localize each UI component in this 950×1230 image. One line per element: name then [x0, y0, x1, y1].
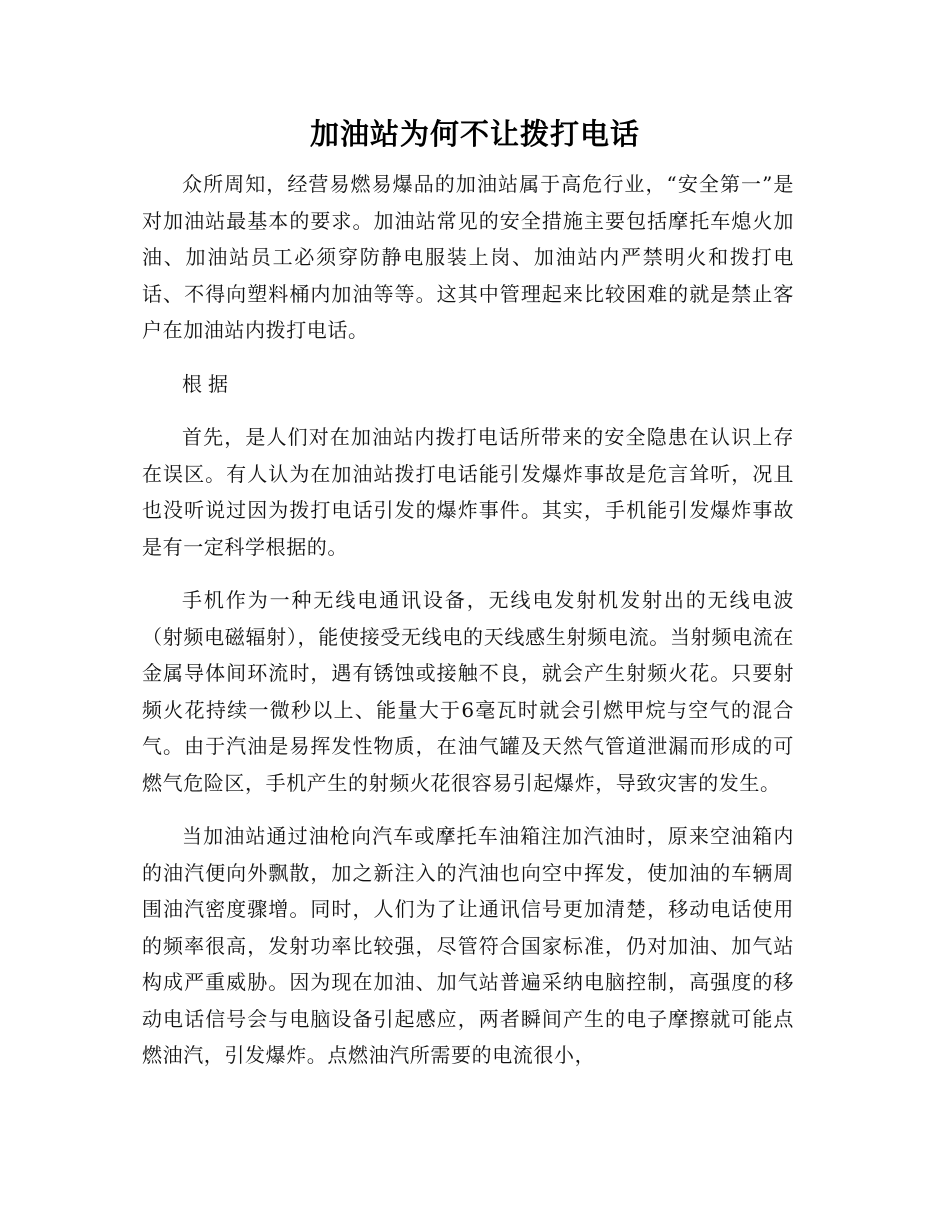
paragraph-rf-spark: 手机作为一种无线电通讯设备，无线电发射机发射出的无线电波（射频电磁辐射），能使接受无线电的天线感生射频电流。当射频电流在金属导体间环流时，遇有锈蚀或接触不良，就会产生射频火花。只要射频火花持续一微秒以上、能量大于6毫瓦时就会引燃甲烷与空气的混合气。由于汽油是易挥发性物质，在油气罐及天然气管道泄漏而形成的可燃气危险区，手机产生的射频火花很容易引起爆炸，导致灾害的发生。 — [142, 588, 794, 795]
paragraph-intro: 众所周知，经营易燃易爆品的加油站属于高危行业，“安全第一”是对加油站最基本的要求。加油站常见的安全措施主要包括摩托车熄火加油、加油站员工必须穿防静电服装上岗、加油站内严禁明火和拨打电话、不得向塑料桶内加油等等。这其中管理起来比较困难的就是禁止客户在加油站内拨打电话。 — [142, 172, 794, 342]
paragraph-fuel-vapor: 当加油站通过油枪向汽车或摩托车油箱注加汽油时，原来空油箱内的油汽便向外飘散，加之新注入的汽油也向空中挥发，使加油的车辆周围油汽密度骤增。同时，人们为了让通讯信号更加清楚，移动电话使用的频率很高，发射功率比较强，尽管符合国家标准，仍对加油、加气站构成严重威胁。因为现在加油、加气站普遍采纳电脑控制，高强度的移动电话信号会与电脑设备引起感应，两者瞬间产生的电子摩擦就可能点燃油汽，引发爆炸。点燃油汽所需要的电流很小， — [142, 824, 794, 1067]
document-title: 加油站为何不让拨打电话 — [309, 117, 640, 151]
paragraph-misconception: 首先，是人们对在加油站内拨打电话所带来的安全隐患在认识上存在误区。有人认为在加油站拨打电话能引发爆炸事故是危言耸听，况且也没听说过因为拨打电话引发的爆炸事件。其实，手机能引发爆炸事故是有一定科学根据的。 — [142, 425, 794, 559]
document-body — [142, 166, 794, 1091]
section-heading-basis: 根据 — [182, 371, 234, 396]
